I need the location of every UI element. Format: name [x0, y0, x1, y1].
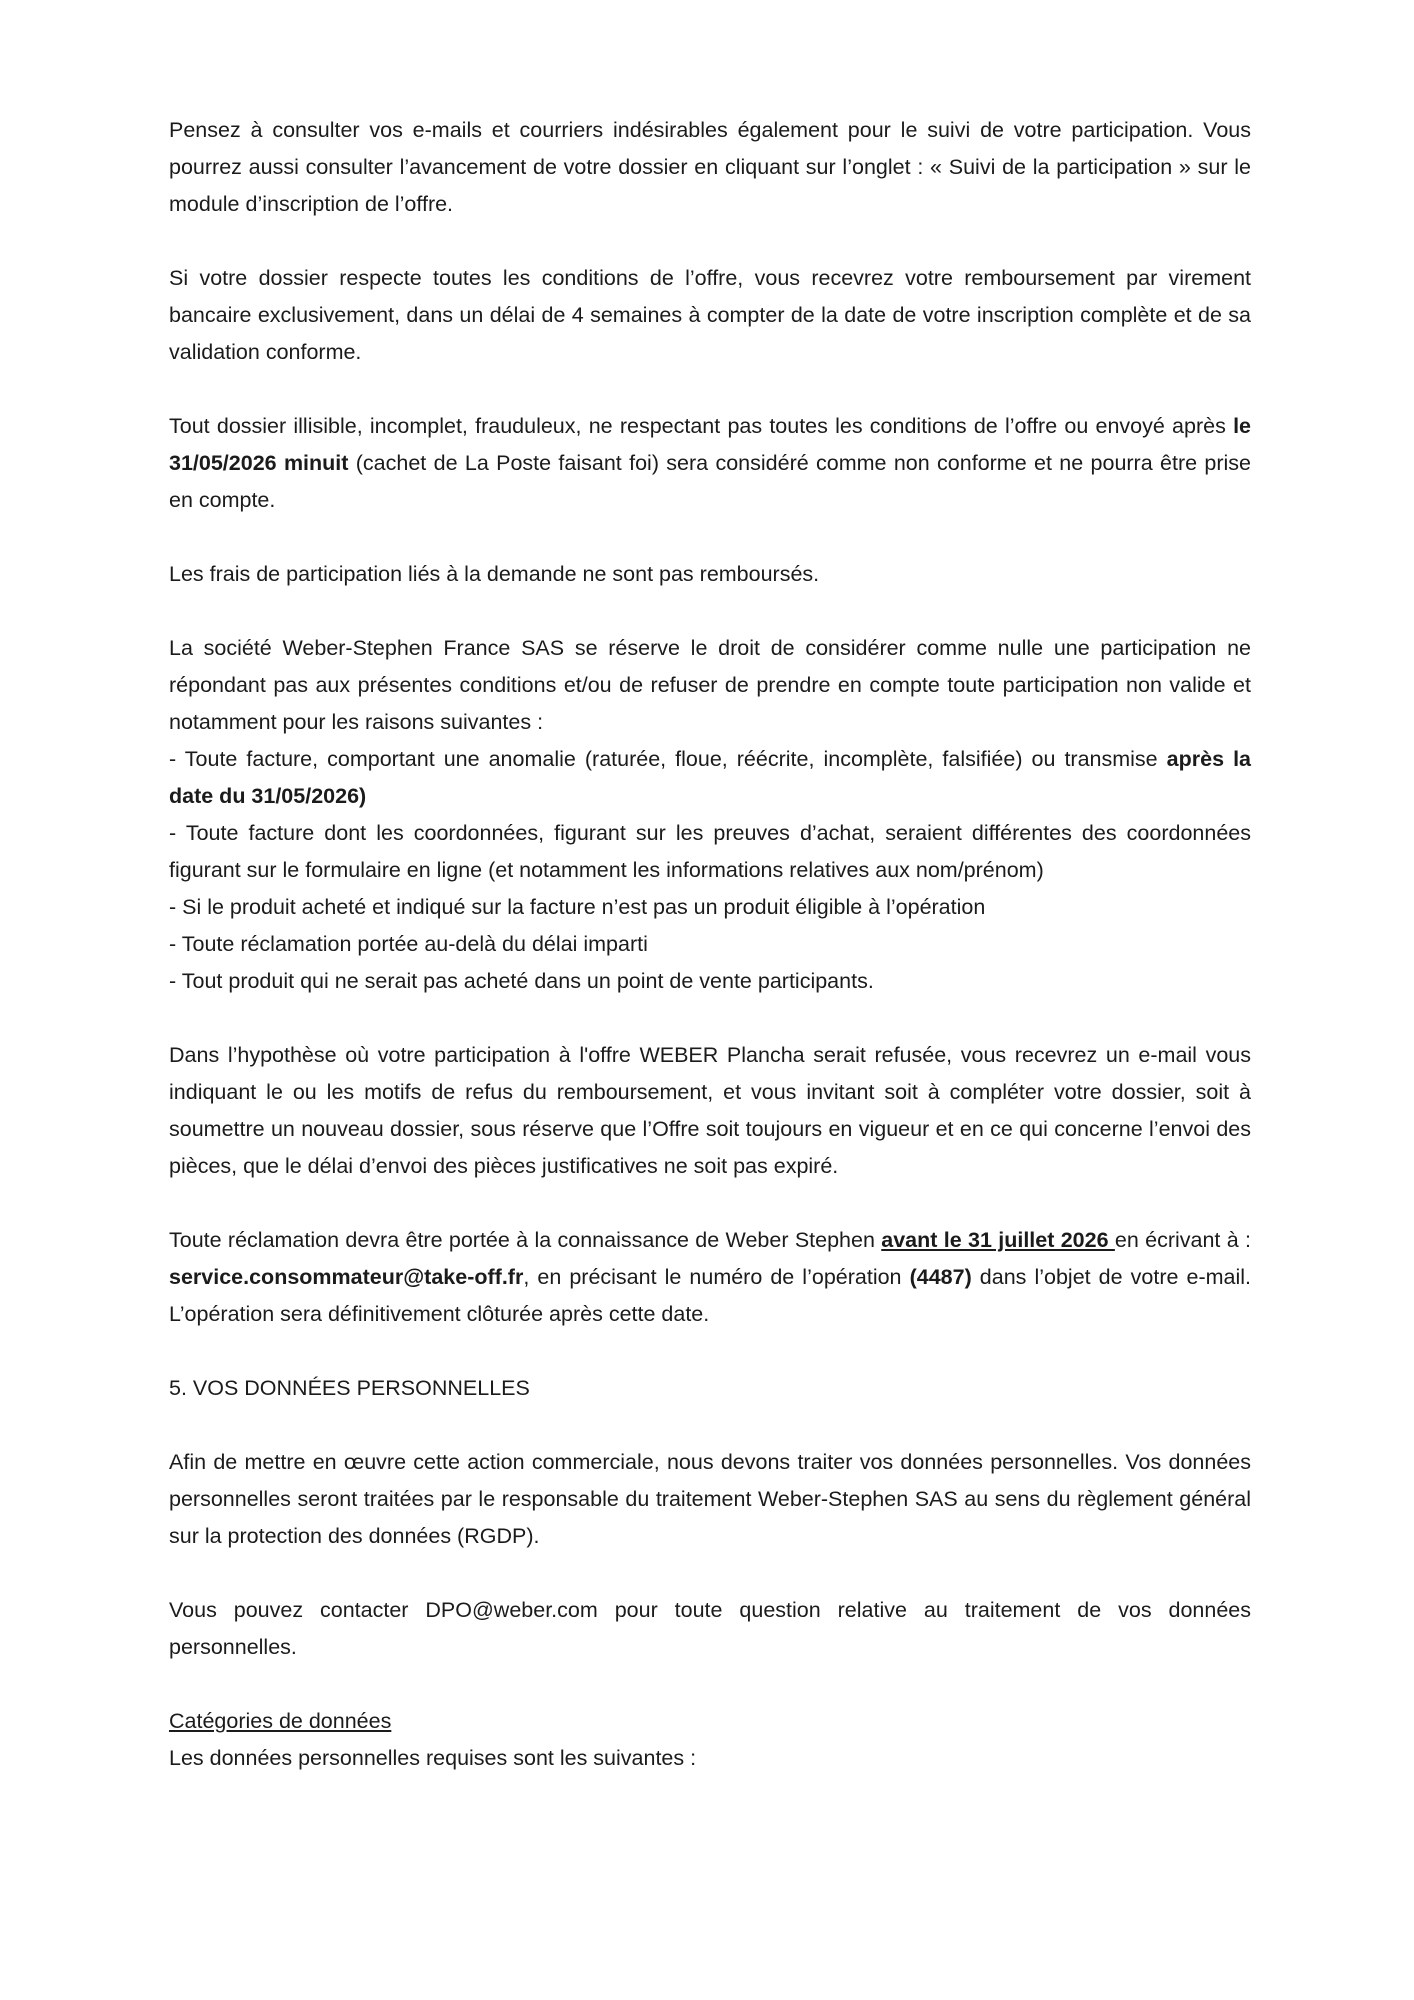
section-title-personal-data: 5. VOS DONNÉES PERSONNELLES: [169, 1376, 530, 1400]
exclusion-item: - Toute facture dont les coordonnées, figurant sur les preuves d’achat, seraient différentes des coordonnées figurant sur le formulaire en ligne (et notamment les informations relatives aux nom/prénom): [169, 821, 1251, 882]
text-run: - Toute facture, comportant une anomalie (raturée, floue, réécrite, incomplète, falsifiée) ou transmise: [169, 747, 1167, 771]
paragraph-fees: Les frais de participation liés à la demande ne sont pas remboursés.: [169, 562, 820, 586]
exclusion-item: - Tout produit qui ne serait pas acheté dans un point de vente participants.: [169, 969, 874, 993]
claims-deadline: [881, 1228, 1115, 1252]
paragraph-non-conforming: [169, 408, 1251, 519]
paragraph-data-categories: Les données personnelles requises sont les suivantes :: [169, 1746, 697, 1770]
paragraph-reimbursement: Si votre dossier respecte toutes les conditions de l’offre, vous recevrez votre remboursement par virement bancaire exclusivement, dans un délai de 4 semaines à compter de la date de votre inscription complète et de sa validation conforme.: [169, 266, 1251, 364]
claims-deadline-underline: avant le 31 juillet 2026: [881, 1228, 1115, 1252]
contact-email-link[interactable]: service.consommateur@take-off.fr: [169, 1265, 524, 1289]
paragraph-refusal: Dans l’hypothèse où votre participation à l'offre WEBER Plancha serait refusée, vous recevrez un e-mail vous indiquant le ou les motifs de refus du remboursement, et vous invitant soit à compléter votre dossier, soit à soumettre un nouveau dossier, sous réserve que l’Offre soit toujours en vigueur et en ce qui concerne l’envoi des pièces, que le délai d’envoi des pièces justificatives ne soit pas expiré.: [169, 1043, 1251, 1178]
exclusion-item: - Toute réclamation portée au-delà du délai imparti: [169, 932, 648, 956]
text-run: (cachet de La Poste faisant foi) sera considéré comme non conforme et ne pourra être prise en compte.: [169, 451, 1251, 512]
exclusions-list: [169, 741, 1251, 1000]
operation-number: (4487): [909, 1265, 972, 1289]
text-run: Toute réclamation devra être portée à la connaissance de Weber Stephen: [169, 1228, 882, 1252]
subsection-title-data-categories: Catégories de données: [169, 1709, 392, 1733]
exclusion-date: après la date du 31/05/2026): [169, 747, 1251, 808]
text-run: en écrivant à :: [1114, 1228, 1251, 1252]
deadline-date: le 31/05/2026 minuit: [169, 414, 1251, 475]
paragraph-follow-up: Pensez à consulter vos e-mails et courriers indésirables également pour le suivi de votre participation. Vous pourrez aussi consulter l’avancement de votre dossier en cliquant sur l’onglet : « Suivi de la participation » sur le module d’inscription de l’offre.: [169, 118, 1251, 216]
paragraph-exclusions: [169, 630, 1251, 1000]
exclusions-intro: La société Weber-Stephen France SAS se réserve le droit de considérer comme nulle une participation ne répondant pas aux présentes conditions et/ou de refuser de prendre en compte toute participation non valide et notamment pour les raisons suivantes :: [169, 636, 1251, 734]
document-page: [169, 112, 1251, 1777]
text-run: dans l’objet de votre e-mail. L’opération sera définitivement clôturée après cette date.: [169, 1265, 1251, 1326]
paragraph-data-processing: Afin de mettre en œuvre cette action commerciale, nous devons traiter vos données personnelles. Vos données personnelles seront traitées par le responsable du traitement Weber-Stephen SAS au sens du règlement général sur la protection des données (RGDP).: [169, 1450, 1251, 1548]
text-run: Tout dossier illisible, incomplet, frauduleux, ne respectant pas toutes les conditions de l’offre ou envoyé après: [169, 414, 1234, 438]
paragraph-claims: [169, 1222, 1251, 1333]
exclusion-item: [169, 741, 1251, 815]
text-run: , en précisant le numéro de l’opération: [523, 1265, 910, 1289]
exclusion-item: - Si le produit acheté et indiqué sur la facture n’est pas un produit éligible à l’opération: [169, 895, 986, 919]
paragraph-dpo-contact: Vous pouvez contacter DPO@weber.com pour toute question relative au traitement de vos données personnelles.: [169, 1598, 1251, 1659]
